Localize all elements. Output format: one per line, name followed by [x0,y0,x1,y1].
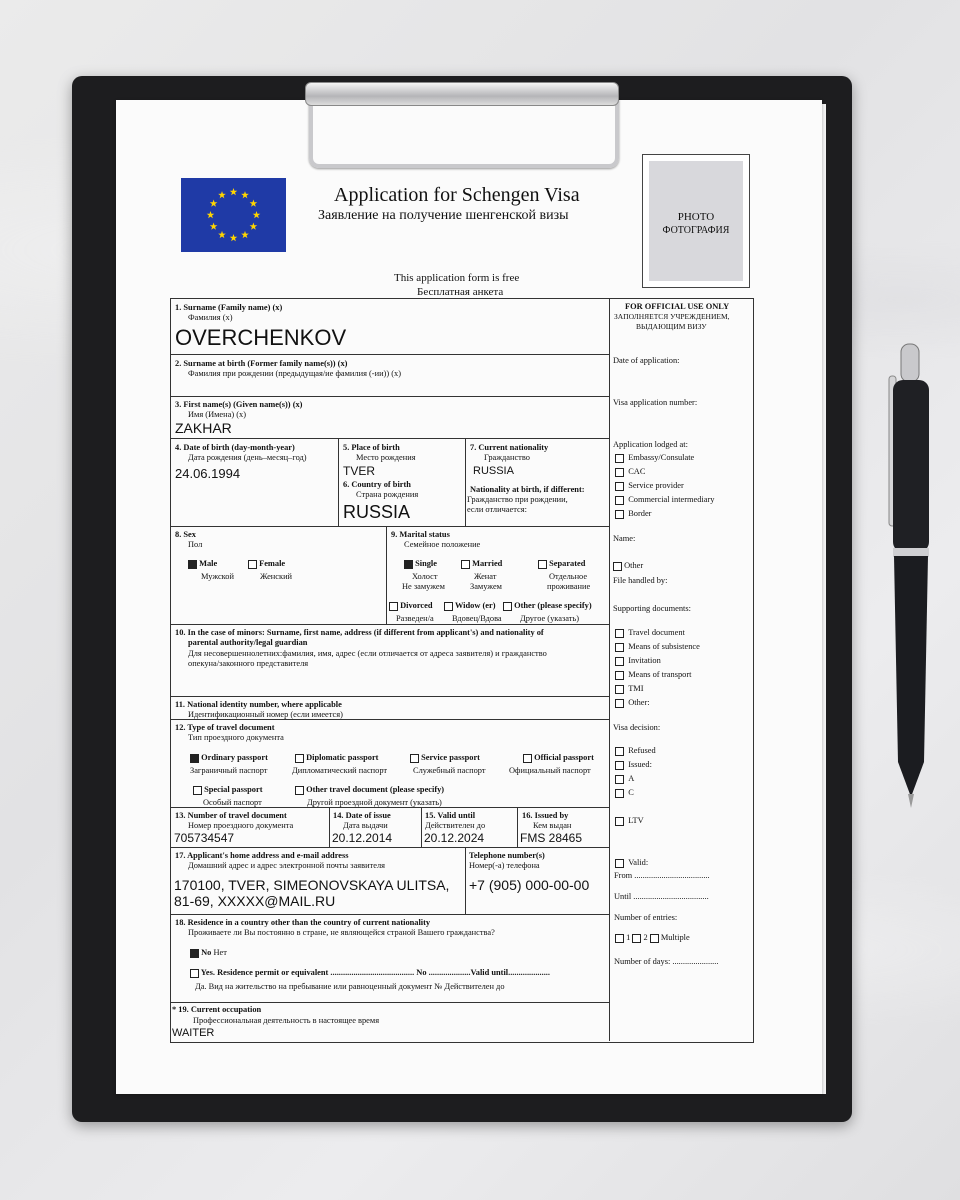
ordinary-passport-option[interactable]: Ordinary passport [190,753,268,763]
marital-status-label-ru: Семейное положение [404,540,481,549]
residence-yes-checkbox[interactable] [190,969,199,978]
separated-option[interactable]: Separated [538,559,585,569]
valid-checkbox[interactable] [615,859,624,868]
widow-checkbox[interactable] [444,602,453,611]
form-title: Application for Schengen Visa [334,184,580,206]
supporting-doc-label: Invitation [628,656,661,665]
type-a-option[interactable]: A [615,774,634,784]
doc-number-value[interactable]: 705734547 [174,831,235,845]
valid-option[interactable]: Valid: [615,858,648,868]
type-c-option[interactable]: C [615,788,634,798]
form-title-ru: Заявление на получение шенгенской визы [318,208,569,223]
issue-date-label-ru: Дата выдачи [343,821,388,830]
nationality-label-ru: Гражданство [484,453,530,462]
single-option[interactable]: Single [404,559,437,569]
single-checkbox[interactable] [404,560,413,569]
file-handled-label: File handled by: [613,576,668,585]
issued-checkbox[interactable] [615,761,624,770]
marital-status-label: 9. Marital status [391,530,450,539]
supporting-doc-checkbox[interactable] [615,671,624,680]
diplomatic-passport-checkbox[interactable] [295,754,304,763]
lodged-at-option[interactable] [615,453,694,463]
lodged-at-checkbox[interactable] [615,468,624,477]
female-ru: Женский [260,572,293,581]
supporting-doc-option[interactable] [615,698,650,708]
issue-date-label: 14. Date of issue [333,811,391,820]
supporting-doc-option[interactable] [615,642,700,652]
special-passport-checkbox[interactable] [193,786,202,795]
service-passport-checkbox[interactable] [410,754,419,763]
sex-male-option[interactable]: Male [188,559,217,569]
lodged-at-checkbox[interactable] [615,454,624,463]
supporting-doc-label: Means of subsistence [628,642,700,651]
other-marital-checkbox[interactable] [503,602,512,611]
official-passport-ru: Официальный паспорт [509,766,591,775]
valid-until-value[interactable]: 20.12.2024 [424,831,485,845]
nationality-at-birth-label: Nationality at birth, if different: [470,485,585,494]
male-checkbox[interactable] [188,560,197,569]
entries-multiple-checkbox[interactable] [650,934,659,943]
minors-label-2: parental authority/legal guardian [188,638,308,647]
place-of-birth-label: 5. Place of birth [343,443,400,452]
lodged-at-option[interactable] [615,467,645,477]
sex-label: 8. Sex [175,530,196,539]
photo-box [642,154,750,288]
nationality-at-birth-ru2: если отличается: [467,505,527,514]
country-of-birth-value[interactable]: RUSSIA [343,502,411,522]
entries-2-checkbox[interactable] [632,934,641,943]
form-free-note-ru: Бесплатная анкета [417,286,504,298]
visa-application-number-label: Visa application number: [613,398,698,407]
ltv-option[interactable]: LTV [615,816,644,826]
first-name-label: 3. First name(s) (Given name(s)) (x) [175,400,303,409]
supporting-doc-option[interactable] [615,684,644,694]
occupation-label: * 19. Current occupation [172,1005,262,1014]
surname-at-birth-label: 2. Surname at birth (Former family name(s)) (x) [175,359,348,368]
issue-date-value[interactable]: 20.12.2014 [332,831,393,845]
ordinary-passport-ru: Заграничный паспорт [190,766,268,775]
doc-number-label: 13. Number of travel document [175,811,287,820]
eu-flag-icon [181,178,286,252]
occupation-value[interactable]: WAITER [172,1027,215,1039]
supporting-doc-option[interactable] [615,656,661,666]
single-ru2: Не замужем [402,582,445,591]
valid-until-label-ru: Действителен до [425,821,486,830]
supporting-doc-checkbox[interactable] [615,629,624,638]
visa-decision-label: Visa decision: [613,723,661,732]
refused-checkbox[interactable] [615,747,624,756]
divorced-option[interactable]: Divorced [389,601,433,611]
days-line: Number of days: ...................... [614,957,719,966]
clipboard-clip [305,82,617,166]
widow-ru: Вдовец/Вдова [452,614,502,623]
supporting-doc-option[interactable] [615,670,691,680]
ordinary-passport-checkbox[interactable] [190,754,199,763]
type-c-checkbox[interactable] [615,789,624,798]
telephone-label-ru: Номер(-а) телефона [469,861,540,870]
official-use-ru-1: ЗАПОЛНЯЕТСЯ УЧРЕЖДЕНИЕМ, [614,312,730,321]
lodged-at-label: Application lodged at: [613,440,688,449]
sex-label-ru: Пол [188,540,203,549]
service-passport-ru: Служебный паспорт [413,766,486,775]
form-free-note: This application form is free [394,272,520,284]
supporting-doc-label: Other: [628,698,650,707]
supporting-doc-label: Travel document [628,628,685,637]
minors-ru-2: опекуна/законного представителя [188,659,309,668]
dob-value[interactable]: 24.06.1994 [175,466,241,481]
supporting-docs-label: Supporting documents: [613,604,691,613]
valid-until-line: Until .................................... [614,892,709,901]
dob-label: 4. Date of birth (day-month-year) [175,443,295,452]
supporting-doc-label: TMI [628,684,644,693]
travel-doc-type-label-ru: Тип проездного документа [188,733,284,742]
divorced-ru: Разведен/а [396,614,434,623]
special-passport-ru: Особый паспорт [203,798,262,807]
married-ru2: Замужем [470,582,502,591]
residence-label: 18. Residence in a country other than the country of current nationality [175,918,431,927]
supporting-doc-checkbox[interactable] [615,643,624,652]
married-option[interactable]: Married [461,559,502,569]
address-label: 17. Applicant's home address and e-mail address [175,851,349,860]
refused-option[interactable]: Refused [615,746,656,756]
other-option[interactable]: Other [613,561,643,571]
doc-number-label-ru: Номер проездного документа [188,821,294,830]
type-a-checkbox[interactable] [615,775,624,784]
residence-no-option[interactable]: No Нет [190,948,227,958]
diplomatic-passport-option[interactable]: Diplomatic passport [295,753,378,763]
lodged-at-checkbox[interactable] [615,482,624,491]
other-checkbox[interactable] [613,562,622,571]
special-passport-option[interactable]: Special passport [193,785,263,795]
place-of-birth-value[interactable]: TVER [343,464,376,478]
lodged-at-label: Service provider [628,481,684,490]
entries-1-checkbox[interactable] [615,934,624,943]
lodged-at-label: Commercial intermediary [628,495,715,504]
residence-no-checkbox[interactable] [190,949,199,958]
other-doc-ru: Другой проездной документ (указать) [307,798,442,807]
first-name-label-ru: Имя (Имена) (x) [188,410,246,419]
surname-at-birth-label-ru: Фамилия при рождении (предыдущая/ие фамилия (-ии)) (x) [188,369,401,378]
supporting-doc-checkbox[interactable] [615,685,624,694]
address-label-ru: Домашний адрес и адрес электронной почты заявителя [188,861,386,870]
male-ru: Мужской [201,572,234,581]
minors-ru-1: Для несовершеннолетних:фамилия, имя, адрес (если отличается от адреса заявителя) и гражданство [188,649,547,658]
name-label: Name: [613,534,636,543]
address-line-1[interactable]: 170100, TVER, SIMEONOVSKAYA ULITSA, [174,877,450,893]
sex-female-option[interactable]: Female [248,559,285,569]
other-doc-option[interactable]: Other travel document (please specify) [295,785,444,795]
other-doc-checkbox[interactable] [295,786,304,795]
residence-yes-option[interactable]: Yes. Residence permit or equivalent ........................................ No ....................Valid until.................... [190,968,550,978]
separated-checkbox[interactable] [538,560,547,569]
pen-icon [880,342,940,812]
issued-by-label: 16. Issued by [522,811,569,820]
residence-label-ru: Проживаете ли Вы постоянно в стране, не являющейся страной Вашего гражданства? [188,928,495,937]
supporting-doc-checkbox[interactable] [615,657,624,666]
lodged-at-checkbox[interactable] [615,496,624,505]
divorced-checkbox[interactable] [389,602,398,611]
single-ru1: Холост [412,572,438,581]
supporting-doc-option[interactable] [615,628,685,638]
occupation-label-ru: Профессиональная деятельность в настоящее время [193,1016,380,1025]
service-passport-option[interactable]: Service passport [410,753,480,763]
residence-yes-ru: Да. Вид на жительство на пребывание или равноценный документ № Действителен до [195,982,505,991]
nationality-label: 7. Current nationality [470,443,549,452]
photo-label-ru: ФОТОГРАФИЯ [662,225,730,236]
separated-ru2: проживание [547,582,591,591]
other-marital-ru: Другое (указать) [520,614,580,623]
place-of-birth-label-ru: Место рождения [356,453,416,462]
supporting-doc-checkbox[interactable] [615,699,624,708]
widow-option[interactable]: Widow (er) [444,601,496,611]
supporting-doc-label: Means of transport [628,670,692,679]
surname-value[interactable]: OVERCHENKOV [175,325,347,350]
female-checkbox[interactable] [248,560,257,569]
official-passport-option[interactable]: Official passport [523,753,594,763]
lodged-at-option[interactable] [615,509,651,519]
issued-option[interactable]: Issued: [615,760,652,770]
telephone-label: Telephone number(s) [469,851,545,860]
national-id-label: 11. National identity number, where applicable [175,700,342,709]
nationality-value[interactable]: RUSSIA [473,465,514,477]
separated-ru1: Отдельное [549,572,588,581]
married-ru1: Женат [474,572,497,581]
lodged-at-option[interactable] [615,495,714,505]
lodged-at-checkbox[interactable] [615,510,624,519]
married-checkbox[interactable] [461,560,470,569]
entries-options[interactable]: 1 2 Multiple [615,933,690,943]
official-use-ru-2: ВЫДАЮЩИМ ВИЗУ [636,322,707,331]
photo-label: PHOTO [677,211,715,223]
lodged-at-option[interactable] [615,481,684,491]
valid-until-label: 15. Valid until [425,811,476,820]
first-name-value[interactable]: ZAKHAR [175,420,232,436]
travel-doc-type-label: 12. Type of travel document [175,723,275,732]
surname-label: 1. Surname (Family name) (x) [175,303,283,312]
diplomatic-passport-ru: Дипломатический паспорт [292,766,388,775]
lodged-at-label: Embassy/Consulate [628,453,695,462]
dob-label-ru: Дата рождения (день–месяц–год) [188,453,307,462]
country-of-birth-label-ru: Страна рождения [356,490,419,499]
address-line-2[interactable]: 81-69, XXXXX@MAIL.RU [174,893,336,909]
ltv-checkbox[interactable] [615,817,624,826]
national-id-label-ru: Идентификационный номер (если имеется) [188,710,343,719]
official-use-header: FOR OFFICIAL USE ONLY [625,302,730,311]
lodged-at-label: Border [628,509,652,518]
telephone-value[interactable]: +7 (905) 000-00-00 [469,877,590,893]
valid-from-line: From .................................... [614,871,710,880]
lodged-at-label: CAC [628,467,646,476]
issued-by-value[interactable]: FMS 28465 [520,831,583,845]
surname-label-ru: Фамилия (x) [188,313,233,322]
nationality-at-birth-ru1: Гражданство при рождении, [467,495,568,504]
country-of-birth-label: 6. Country of birth [343,480,411,489]
minors-label-1: 10. In the case of minors: Surname, first name, address (if different from applicant's) and nationality of [175,628,544,637]
issued-by-label-ru: Кем выдан [533,821,572,830]
entries-label: Number of entries: [614,913,678,922]
other-marital-option[interactable]: Other (please specify) [503,601,592,611]
date-of-application-label: Date of application: [613,356,680,365]
official-passport-checkbox[interactable] [523,754,532,763]
